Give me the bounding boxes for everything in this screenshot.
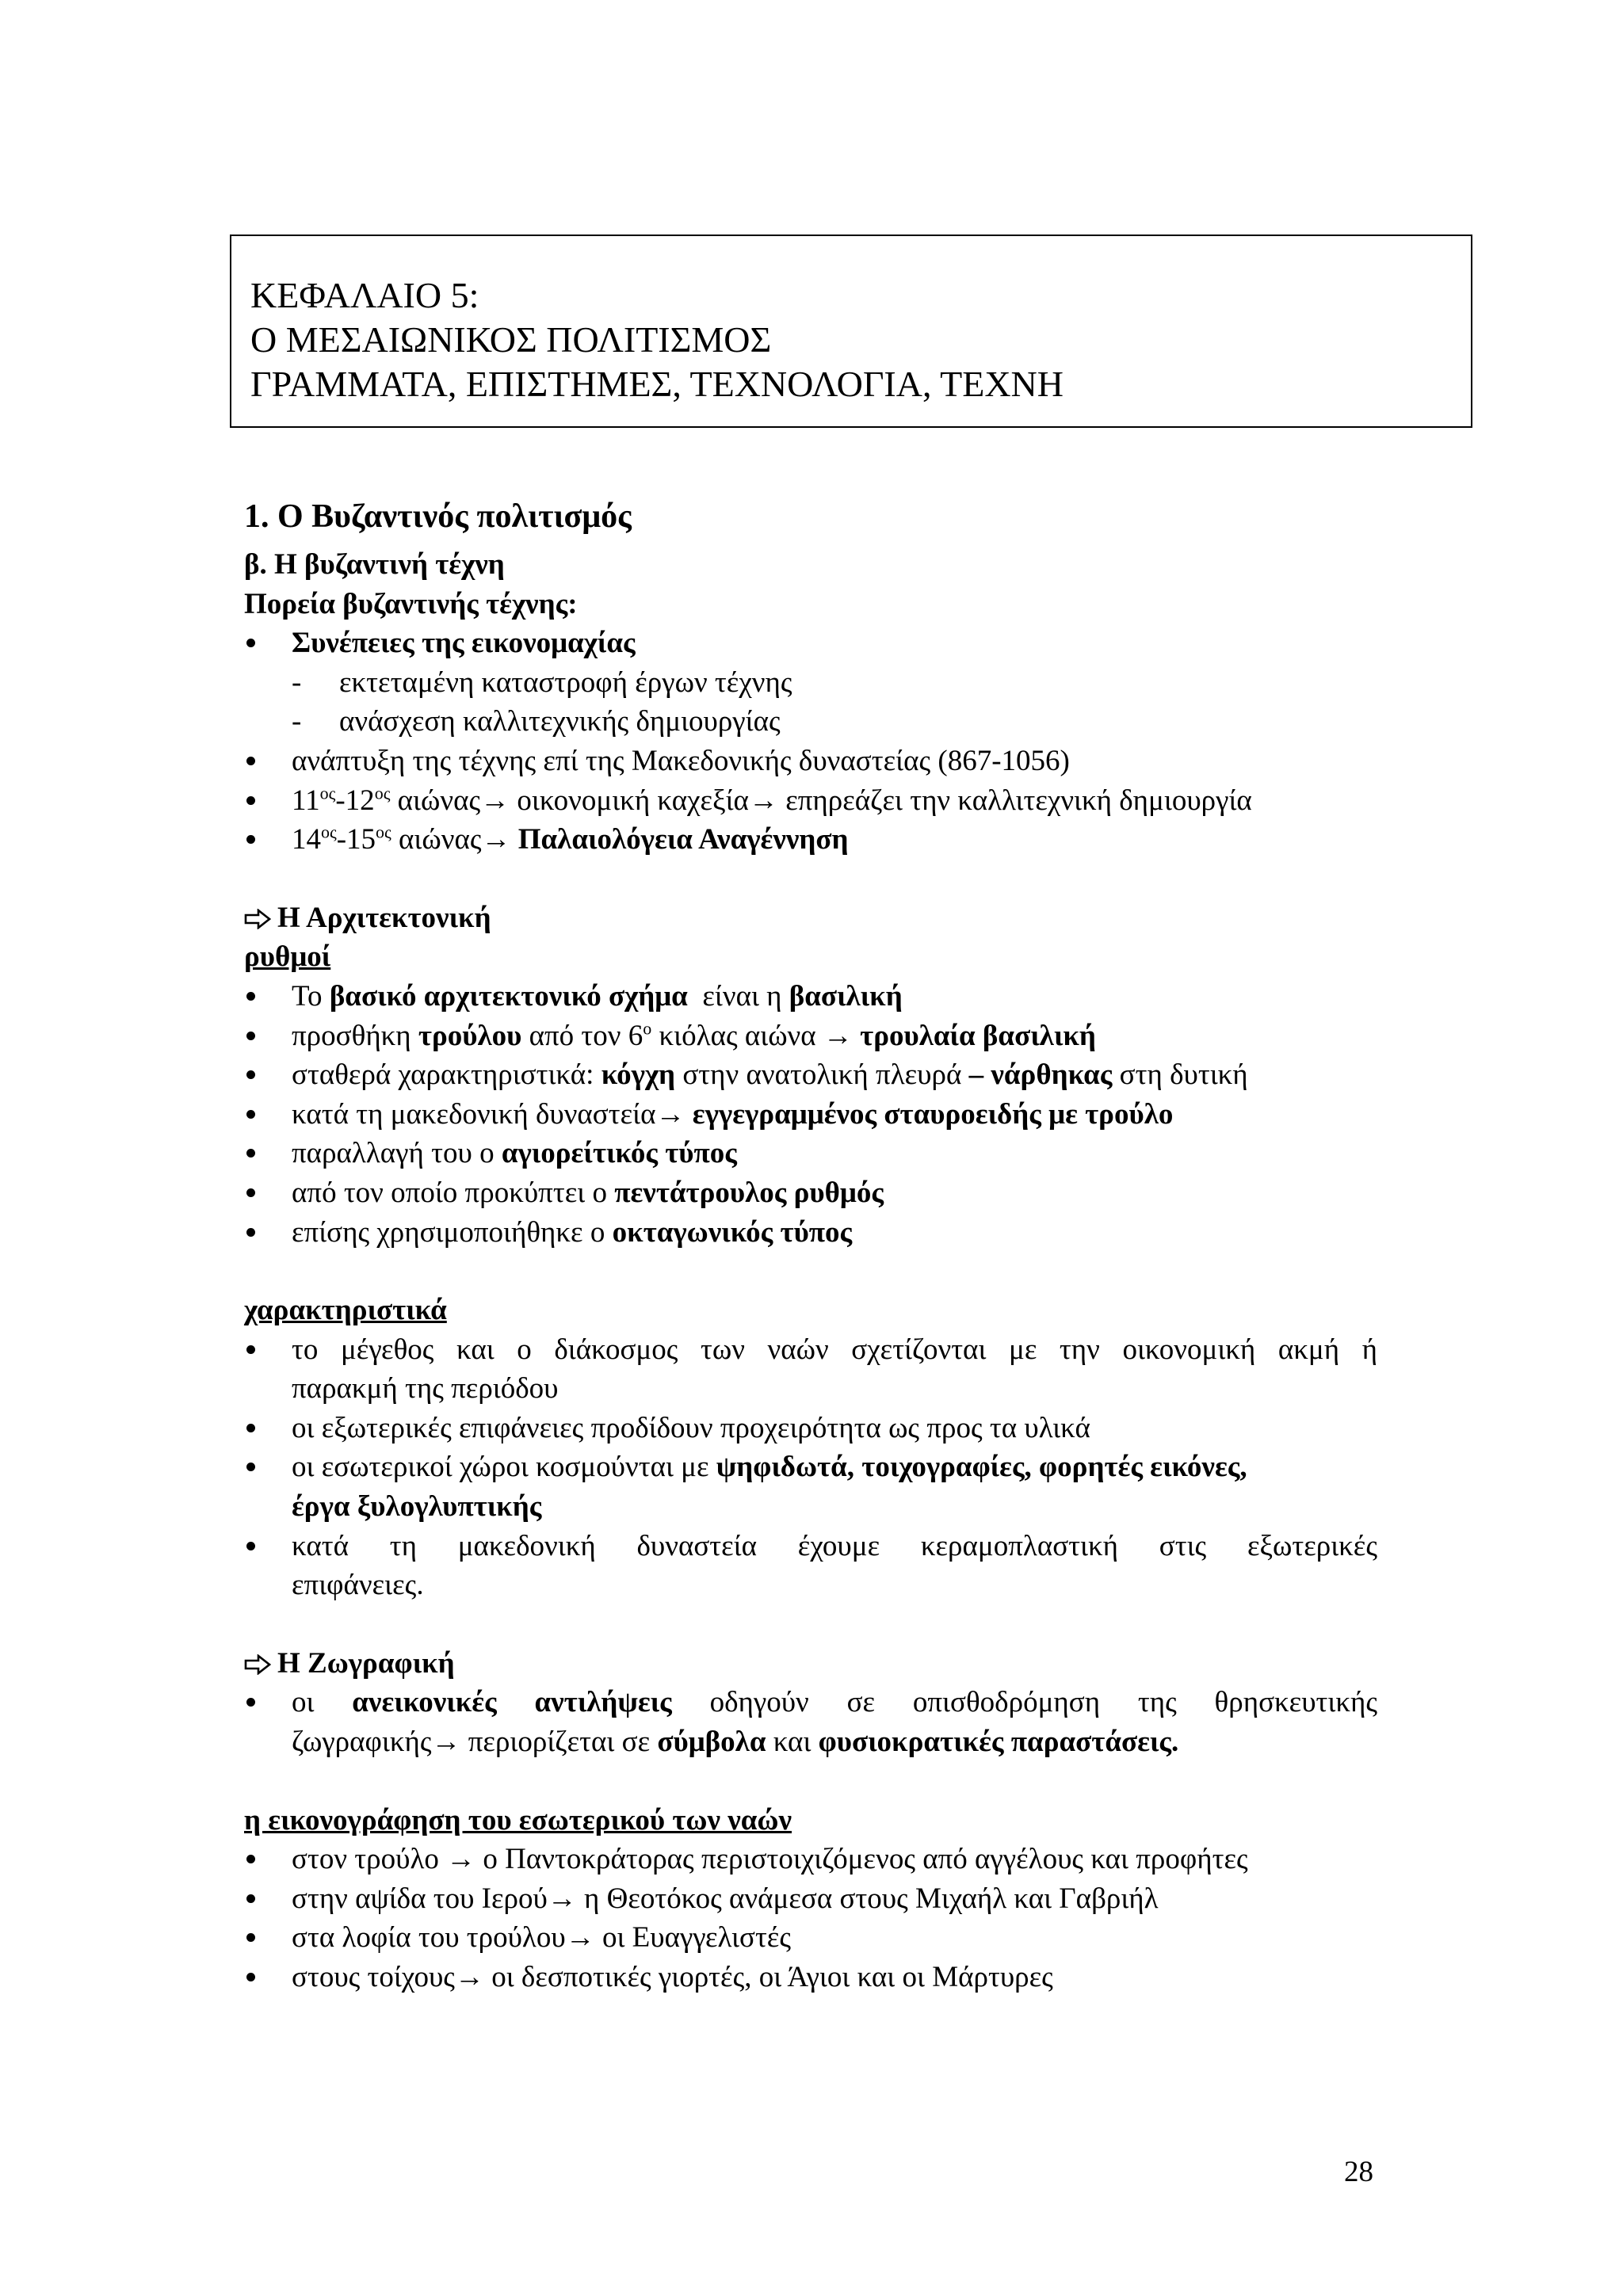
list-item bbox=[244, 1016, 1377, 1056]
list-item bbox=[244, 1527, 1377, 1605]
spacer bbox=[244, 1762, 1377, 1801]
list-item-text: επιφάνειες. bbox=[292, 1569, 424, 1602]
list-item bbox=[244, 1213, 1377, 1253]
bold-text: αγιορείτικός τύπος bbox=[501, 1137, 737, 1170]
text-span: οι εξωτερικές επιφάνειες προδίδουν προχειρότητα ως προς τα υλικά bbox=[292, 1411, 1090, 1444]
heading-text: Η Ζωγραφική bbox=[277, 1646, 455, 1680]
page-number: 28 bbox=[1344, 2156, 1373, 2188]
bold-text: πεντάτρουλος ρυθμός bbox=[614, 1176, 884, 1209]
superscript: ος bbox=[374, 783, 391, 803]
list-item-iconoclasm bbox=[244, 624, 1377, 663]
list-item-text: ανάπτυξη της τέχνης επί της Μακεδονικής δυναστείας (867-1056) bbox=[292, 744, 1070, 777]
text-span: και bbox=[766, 1726, 819, 1759]
list-item bbox=[244, 1879, 1377, 1919]
painting-heading bbox=[244, 1644, 1377, 1684]
heading-text: Η Αρχιτεκτονική bbox=[277, 901, 491, 934]
arrow-icon: → bbox=[454, 1961, 484, 1993]
text-span: αιώνας bbox=[391, 823, 482, 856]
text-span: είναι η bbox=[687, 979, 789, 1013]
text-span: επίσης χρησιμοποιήθηκε ο bbox=[292, 1215, 613, 1249]
list-item-text: το μέγεθος και ο διάκοσμος των ναών σχετίζονται με την οικονομική ακμή ή bbox=[292, 1333, 1377, 1366]
text-span: από τον οποίο προκύπτει ο bbox=[292, 1176, 615, 1209]
arrow-icon: → bbox=[565, 1921, 595, 1955]
list-item bbox=[244, 1409, 1377, 1448]
sub-item: - εκτεταμένη καταστροφή έργων τέχνης bbox=[292, 666, 792, 699]
text-span: οι εσωτερικοί χώροι κοσμούνται με bbox=[292, 1451, 716, 1484]
arrow-icon: → bbox=[655, 1097, 685, 1131]
bold-text: ανεικονικές αντιλήψεις bbox=[352, 1686, 672, 1719]
superscript: ος bbox=[321, 822, 337, 842]
text-span: στον τρούλο bbox=[292, 1843, 447, 1876]
text-span: προσθήκη bbox=[292, 1019, 418, 1052]
text-span: οι δεσποτικές γιορτές, οι Άγιοι και οι Μάρτυρες bbox=[483, 1961, 1053, 1993]
sub-item-text: εκτεταμένη καταστροφή έργων τέχνης bbox=[339, 666, 792, 699]
text-span: η Θεοτόκος ανάμεσα στους Μιχαήλ και Γαβριήλ bbox=[576, 1882, 1159, 1915]
bold-text: βασικό αρχιτεκτονικό σχήμα bbox=[329, 979, 688, 1013]
text-span: κιόλας αιώνα bbox=[651, 1019, 823, 1052]
text-span: 11 bbox=[292, 784, 320, 817]
architecture-heading bbox=[244, 898, 1377, 938]
sub-item-text: ανάσχεση καλλιτεχνικής δημιουργίας bbox=[339, 705, 781, 738]
text-span: από τον 6 bbox=[521, 1019, 643, 1052]
text-span: -12 bbox=[335, 784, 375, 817]
text-span: Το bbox=[292, 979, 330, 1013]
chapter-title-line-1: ΚΕΦΑΛΑΙΟ 5: bbox=[250, 275, 479, 315]
list-item bbox=[244, 1918, 1377, 1958]
text-span: οι Ευαγγελιστές bbox=[594, 1921, 791, 1955]
list-item-text: έργα ξυλογλυπτικής bbox=[292, 1490, 542, 1524]
bold-text: οκταγωνικός τύπος bbox=[612, 1215, 853, 1249]
text-span: στην αψίδα του Ιερού bbox=[292, 1882, 548, 1915]
text-span: στους τοίχους bbox=[292, 1961, 455, 1993]
list-item bbox=[244, 977, 1377, 1016]
styles-label: ρυθμοί bbox=[244, 940, 331, 974]
outline-arrow-icon bbox=[244, 909, 271, 929]
bold-text: κόγχη bbox=[601, 1058, 676, 1092]
text-span: περιορίζεται σε bbox=[460, 1726, 658, 1759]
text-span: -15 bbox=[336, 823, 376, 856]
outline-arrow-icon bbox=[244, 1654, 271, 1675]
section-heading: 1. Ο Βυζαντινός πολιτισμός bbox=[244, 498, 632, 535]
bold-text: φυσιοκρατικές παραστάσεις. bbox=[818, 1726, 1179, 1759]
arrow-icon: → bbox=[431, 1726, 461, 1759]
iconography-label: η εικονογράφηση του εσωτερικού των ναών bbox=[244, 1803, 792, 1836]
bold-text: τρούλου bbox=[418, 1019, 522, 1052]
arrow-icon: → bbox=[748, 784, 778, 817]
spacer bbox=[244, 1252, 1377, 1291]
iconoclasm-label: Συνέπειες της εικονομαχίας bbox=[292, 627, 636, 660]
list-item bbox=[244, 1683, 1377, 1761]
arrow-icon: → bbox=[446, 1843, 476, 1876]
spacer bbox=[244, 1605, 1377, 1644]
page-content bbox=[244, 493, 1377, 1997]
list-item-text: παρακμή της περιόδου bbox=[292, 1372, 559, 1405]
list-item bbox=[244, 1447, 1377, 1526]
list-item bbox=[244, 1095, 1377, 1135]
text-span: στα λοφία του τρούλου bbox=[292, 1921, 566, 1955]
list-item bbox=[244, 1173, 1377, 1213]
text-span: επηρεάζει την καλλιτεχνική δημιουργία bbox=[777, 784, 1252, 817]
list-item bbox=[244, 1840, 1377, 1879]
chapter-title-line-2: Ο ΜΕΣΑΙΩΝΙΚΟΣ ΠΟΛΙΤΙΣΜΟΣ bbox=[250, 319, 772, 360]
text-span: οδηγούν σε οπισθοδρόμηση της θρησκευτικής bbox=[671, 1686, 1378, 1719]
text-span: οι bbox=[292, 1686, 353, 1719]
spacer bbox=[244, 860, 1377, 898]
text-span: 14 bbox=[292, 823, 321, 856]
list-item bbox=[244, 742, 1377, 781]
superscript: ος bbox=[376, 822, 391, 842]
bold-text: – νάρθηκας bbox=[968, 1058, 1113, 1092]
list-item bbox=[244, 1134, 1377, 1173]
sub-item: - ανάσχεση καλλιτεχνικής δημιουργίας bbox=[292, 705, 781, 738]
list-item bbox=[244, 1055, 1377, 1095]
bold-text: βασιλική bbox=[789, 979, 903, 1013]
text-span: σταθερά χαρακτηριστικά: bbox=[292, 1058, 601, 1092]
text-span: ο Παντοκράτορας περιστοιχιζόμενος από αγγέλους και προφήτες bbox=[475, 1843, 1248, 1876]
bold-text: τρουλαία βασιλική bbox=[852, 1019, 1096, 1052]
chapter-title-box bbox=[230, 235, 1472, 428]
list-item bbox=[244, 820, 1377, 860]
subsection-heading: β. Η βυζαντινή τέχνη bbox=[244, 548, 505, 581]
bold-text: ψηφιδωτά, τοιχογραφίες, φορητές εικόνες, bbox=[716, 1451, 1247, 1484]
text-span: στη δυτική bbox=[1112, 1058, 1248, 1092]
text-span: αιώνας bbox=[390, 784, 481, 817]
arrow-icon: → bbox=[823, 1019, 853, 1052]
list-item bbox=[244, 1958, 1377, 1997]
text-span: στην ανατολική πλευρά bbox=[675, 1058, 969, 1092]
bold-text: Παλαιολόγεια Αναγέννηση bbox=[510, 823, 849, 856]
list-item-line bbox=[292, 1447, 1377, 1487]
arrow-icon: → bbox=[547, 1882, 577, 1915]
chapter-title-line-3: ΓΡΑΜΜΑΤΑ, ΕΠΙΣΤΗΜΕΣ, ΤΕΧΝΟΛΟΓΙΑ, ΤΕΧΝΗ bbox=[250, 364, 1064, 404]
bold-text: σύμβολα bbox=[657, 1726, 766, 1759]
features-label: χαρακτηριστικά bbox=[244, 1294, 447, 1327]
bold-text: εγγεγραμμένος σταυροειδής με τρούλο bbox=[685, 1097, 1174, 1131]
list-item bbox=[244, 781, 1377, 821]
superscript: ο bbox=[643, 1018, 652, 1039]
course-title: Πορεία βυζαντινής τέχνης: bbox=[244, 587, 578, 620]
text-span: παραλλαγή του ο bbox=[292, 1137, 502, 1170]
list-item-line bbox=[292, 1722, 1377, 1762]
list-item-text: κατά τη μακεδονική δυναστεία έχουμε κεραμοπλαστική στις εξωτερικές bbox=[292, 1529, 1377, 1562]
text-span: ζωγραφικής bbox=[292, 1726, 432, 1759]
arrow-icon: → bbox=[481, 823, 511, 856]
list-item bbox=[244, 1330, 1377, 1409]
arrow-icon: → bbox=[480, 784, 510, 817]
text-span: οικονομική καχεξία bbox=[510, 784, 749, 817]
text-span: κατά τη μακεδονική δυναστεία bbox=[292, 1097, 656, 1131]
list-item-line bbox=[292, 1683, 1377, 1722]
superscript: ος bbox=[319, 783, 336, 803]
